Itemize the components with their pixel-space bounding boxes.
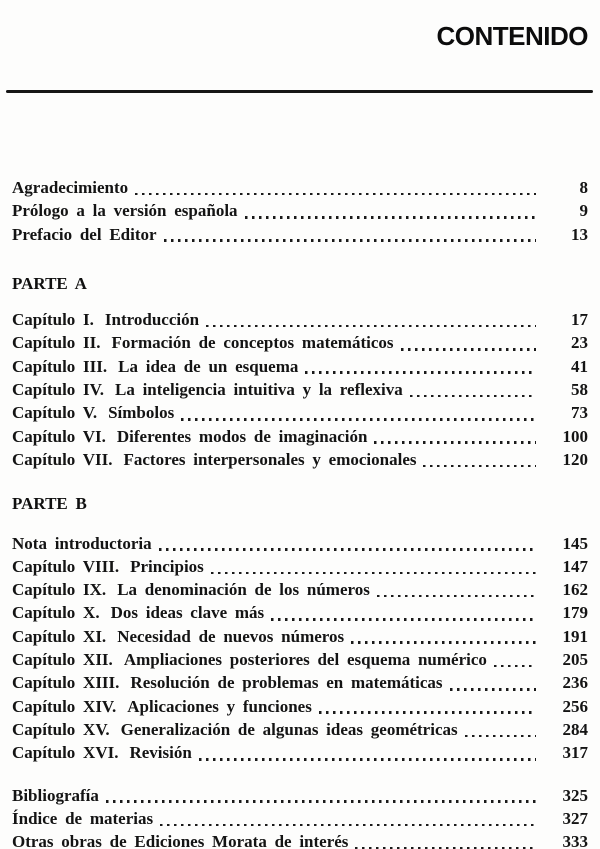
toc-entry	[12, 807, 588, 830]
toc-entry	[12, 648, 588, 671]
page-number: 179	[562, 603, 588, 623]
page-number: 236	[562, 673, 588, 693]
toc-entry	[12, 625, 588, 648]
chapter-number: Capítulo X.	[12, 603, 100, 623]
toc-entry	[12, 331, 588, 354]
toc-entry	[12, 199, 588, 222]
entry-title: Índice de materias	[12, 808, 154, 828]
page-number: 147	[562, 556, 588, 576]
page-number: 256	[562, 696, 588, 716]
entry-title: Prólogo a la versión española	[12, 201, 238, 221]
dot-leader	[410, 395, 536, 398]
toc-entry	[12, 830, 588, 849]
dot-leader	[494, 665, 536, 668]
page-number: 317	[562, 743, 588, 763]
page-number: 23	[571, 333, 588, 353]
dot-leader	[271, 618, 536, 621]
page-number: 73	[571, 403, 588, 423]
entry-title: La inteligencia intuitiva y la reflexiva	[115, 380, 403, 400]
dot-leader	[164, 239, 536, 242]
entry-title: Principios	[130, 556, 204, 576]
entry-title: La idea de un esquema	[118, 356, 299, 376]
dot-leader	[465, 735, 536, 738]
dot-leader	[401, 348, 537, 351]
page-title: CONTENIDO	[436, 21, 588, 51]
chapter-number: Capítulo VII.	[12, 449, 113, 469]
chapter-number: Capítulo III.	[12, 356, 108, 376]
toc-entry	[12, 718, 588, 741]
chapter-number: Capítulo II.	[12, 333, 101, 353]
page-number: 327	[562, 808, 588, 828]
chapter-number: Capítulo XVI.	[12, 743, 119, 763]
toc-entry	[12, 741, 588, 764]
dot-leader	[206, 325, 536, 328]
toc-entry	[12, 671, 588, 694]
toc-entry	[12, 784, 588, 807]
toc-entry	[12, 378, 588, 401]
entry-title: Prefacio del Editor	[12, 224, 157, 244]
chapter-number: Capítulo XIV.	[12, 696, 117, 716]
dot-leader	[106, 800, 536, 803]
toc-entry	[12, 176, 588, 199]
entry-title: Necesidad de nuevos números	[117, 626, 345, 646]
chapter-number: Capítulo XI.	[12, 626, 107, 646]
page-header	[12, 0, 588, 50]
dot-leader	[374, 441, 536, 444]
toc-entry	[12, 448, 588, 471]
entry-title: Dos ideas clave más	[110, 603, 265, 623]
toc-entry	[12, 578, 588, 601]
part-b-heading: PARTE B	[12, 494, 87, 514]
toc-entry	[12, 425, 588, 448]
dot-leader	[450, 688, 536, 691]
page-number: 120	[562, 449, 588, 469]
page-number: 145	[562, 533, 588, 553]
page-number: 13	[571, 224, 588, 244]
page-number: 58	[571, 380, 588, 400]
entry-title: Resolución de problemas en matemáticas	[130, 673, 443, 693]
page-number: 325	[562, 785, 588, 805]
back-matter-list	[12, 784, 588, 849]
entry-title: Bibliografía	[12, 785, 99, 805]
dot-leader	[245, 216, 536, 219]
entry-title: Revisión	[129, 743, 192, 763]
toc-entry	[12, 355, 588, 378]
chapter-number: Capítulo IV.	[12, 380, 104, 400]
dot-leader	[160, 824, 536, 827]
page-number: 100	[562, 426, 588, 446]
toc-entry	[12, 223, 588, 246]
page-number: 8	[579, 178, 588, 197]
toc-entry	[12, 555, 588, 578]
dot-leader	[159, 548, 536, 551]
entry-title: Formación de conceptos matemáticos	[111, 333, 394, 353]
part-a-list	[12, 308, 588, 471]
dot-leader	[351, 641, 536, 644]
entry-title: Agradecimiento	[12, 178, 129, 197]
dot-leader	[305, 371, 536, 374]
part-a-heading: PARTE A	[12, 273, 87, 293]
dot-leader	[211, 572, 536, 575]
dot-leader	[181, 418, 536, 421]
page-number: 41	[571, 356, 588, 376]
dot-leader	[319, 711, 536, 714]
entry-title: Otras obras de Ediciones Morata de interés	[12, 832, 349, 849]
chapter-number: Capítulo VI.	[12, 426, 106, 446]
horizontal-rule	[6, 90, 593, 93]
part-b-list	[12, 532, 588, 765]
entry-title: Símbolos	[108, 403, 175, 423]
toc-entry	[12, 601, 588, 624]
page-number: 191	[562, 626, 588, 646]
chapter-number: Capítulo IX.	[12, 580, 107, 600]
chapter-number: Capítulo I.	[12, 310, 94, 330]
page-number: 284	[562, 719, 588, 739]
entry-title: La denominación de los números	[117, 580, 370, 600]
dot-leader	[377, 595, 536, 598]
dot-leader	[199, 758, 536, 761]
page-number: 333	[562, 832, 588, 849]
toc-entry	[12, 532, 588, 555]
chapter-number: Capítulo XIII.	[12, 673, 120, 693]
entry-title: Ampliaciones posteriores del esquema numérico	[123, 650, 487, 670]
page-number: 162	[562, 580, 588, 600]
entry-title: Introducción	[104, 310, 200, 330]
dot-leader	[135, 193, 536, 196]
entry-title: Factores interpersonales y emocionales	[123, 449, 417, 469]
chapter-number: Capítulo XII.	[12, 650, 113, 670]
toc-entry	[12, 401, 588, 424]
page-number: 17	[571, 310, 588, 330]
entry-title: Nota introductoria	[12, 533, 152, 553]
front-matter-list	[12, 176, 588, 246]
chapter-number: Capítulo V.	[12, 403, 98, 423]
entry-title: Aplicaciones y funciones	[127, 696, 312, 716]
page-number: 205	[562, 650, 588, 670]
dot-leader	[423, 465, 536, 468]
entry-title: Generalización de algunas ideas geométricas	[120, 719, 458, 739]
chapter-number: Capítulo VIII.	[12, 556, 120, 576]
toc-entry	[12, 308, 588, 331]
toc-entry	[12, 695, 588, 718]
page-number: 9	[579, 201, 588, 221]
chapter-number: Capítulo XV.	[12, 719, 110, 739]
entry-title: Diferentes modos de imaginación	[116, 426, 368, 446]
